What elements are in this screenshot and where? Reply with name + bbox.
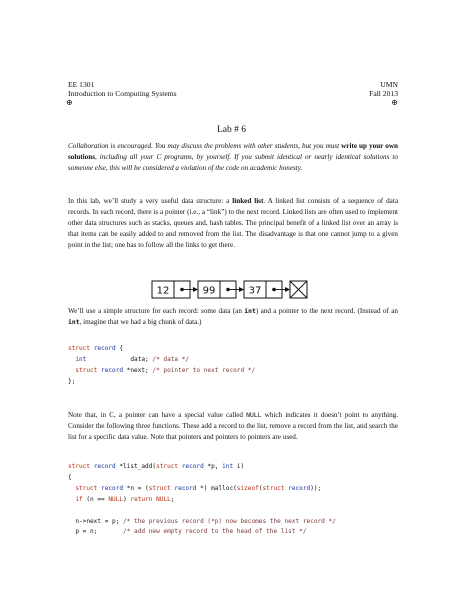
school-name: UMN — [380, 80, 398, 89]
course-code: EE 1301 — [68, 80, 95, 89]
header-row-2 — [68, 89, 398, 98]
page-title: Lab # 6 — [216, 125, 247, 135]
header-marks — [66, 99, 398, 107]
list-add-code: struct record *list_add(struct record *p, int i) { struct record *n = (struct record *) malloc(sizeof(struct record)); if (n == NULL) return NULL; n->next = p; /* the previous record (*p) now becomes the next record */ p = n; /* add new empty record to the head of the list */ — [68, 463, 336, 536]
node-3-value: 37 — [248, 285, 262, 297]
term: Fall 2013 — [369, 89, 398, 98]
course-name: Introduction to Computing Systems — [68, 89, 177, 98]
oplus-right-icon: ⊕ — [391, 98, 398, 107]
collaboration-paragraph: Collaboration is encouraged. You may discuss the problems with other students, but you must write up your own solutions, including all your C programs, by yourself. If you submit identical or nearly identical solutions to someone else, this will be considered a violation of the code on academic honesty. — [68, 142, 398, 172]
intro-paragraph: In this lab, we’ll study a very useful data structure: a linked list. A linked list consists of a sequence of data records. In each record, there is a pointer (i.e., a “link”) to the next record. Linked lists are often used to implement other data structures such as stacks, queues and, hash tables. The principal benefit of a linked list over an array is that items can be easily added to and removed from the list. The disadvantage is that one cannot jump to a given point in the list; one has to follow all the links to get there. — [68, 197, 398, 249]
node-2-value: 99 — [202, 285, 216, 297]
node-1-value: 12 — [156, 285, 170, 297]
collab-bold: write up your own solutions — [68, 142, 398, 161]
linked-list-diagram — [151, 279, 321, 301]
struct-record-code: struct record { int data; /* data */ struct record *next; /* pointer to next record */ }; — [68, 345, 256, 385]
header-row-1 — [68, 80, 398, 89]
null-note-paragraph: Note that, in C, a pointer can have a special value called NULL which indicates it doesn’t point to anything. Consider the following three functions. These add a record to the list, remove a record from the list, and search the list for a specific data value. Note that pointers and pointers to pointers are used. — [68, 411, 398, 441]
linked-list-term: linked list — [232, 197, 264, 205]
struct-paragraph: We’ll use a simple structure for each record: some data (an int) and a pointer to the next record. (Instead of an int, imagine that we had a big chunk of data.) — [68, 307, 398, 326]
oplus-left-icon: ⊕ — [66, 98, 73, 107]
